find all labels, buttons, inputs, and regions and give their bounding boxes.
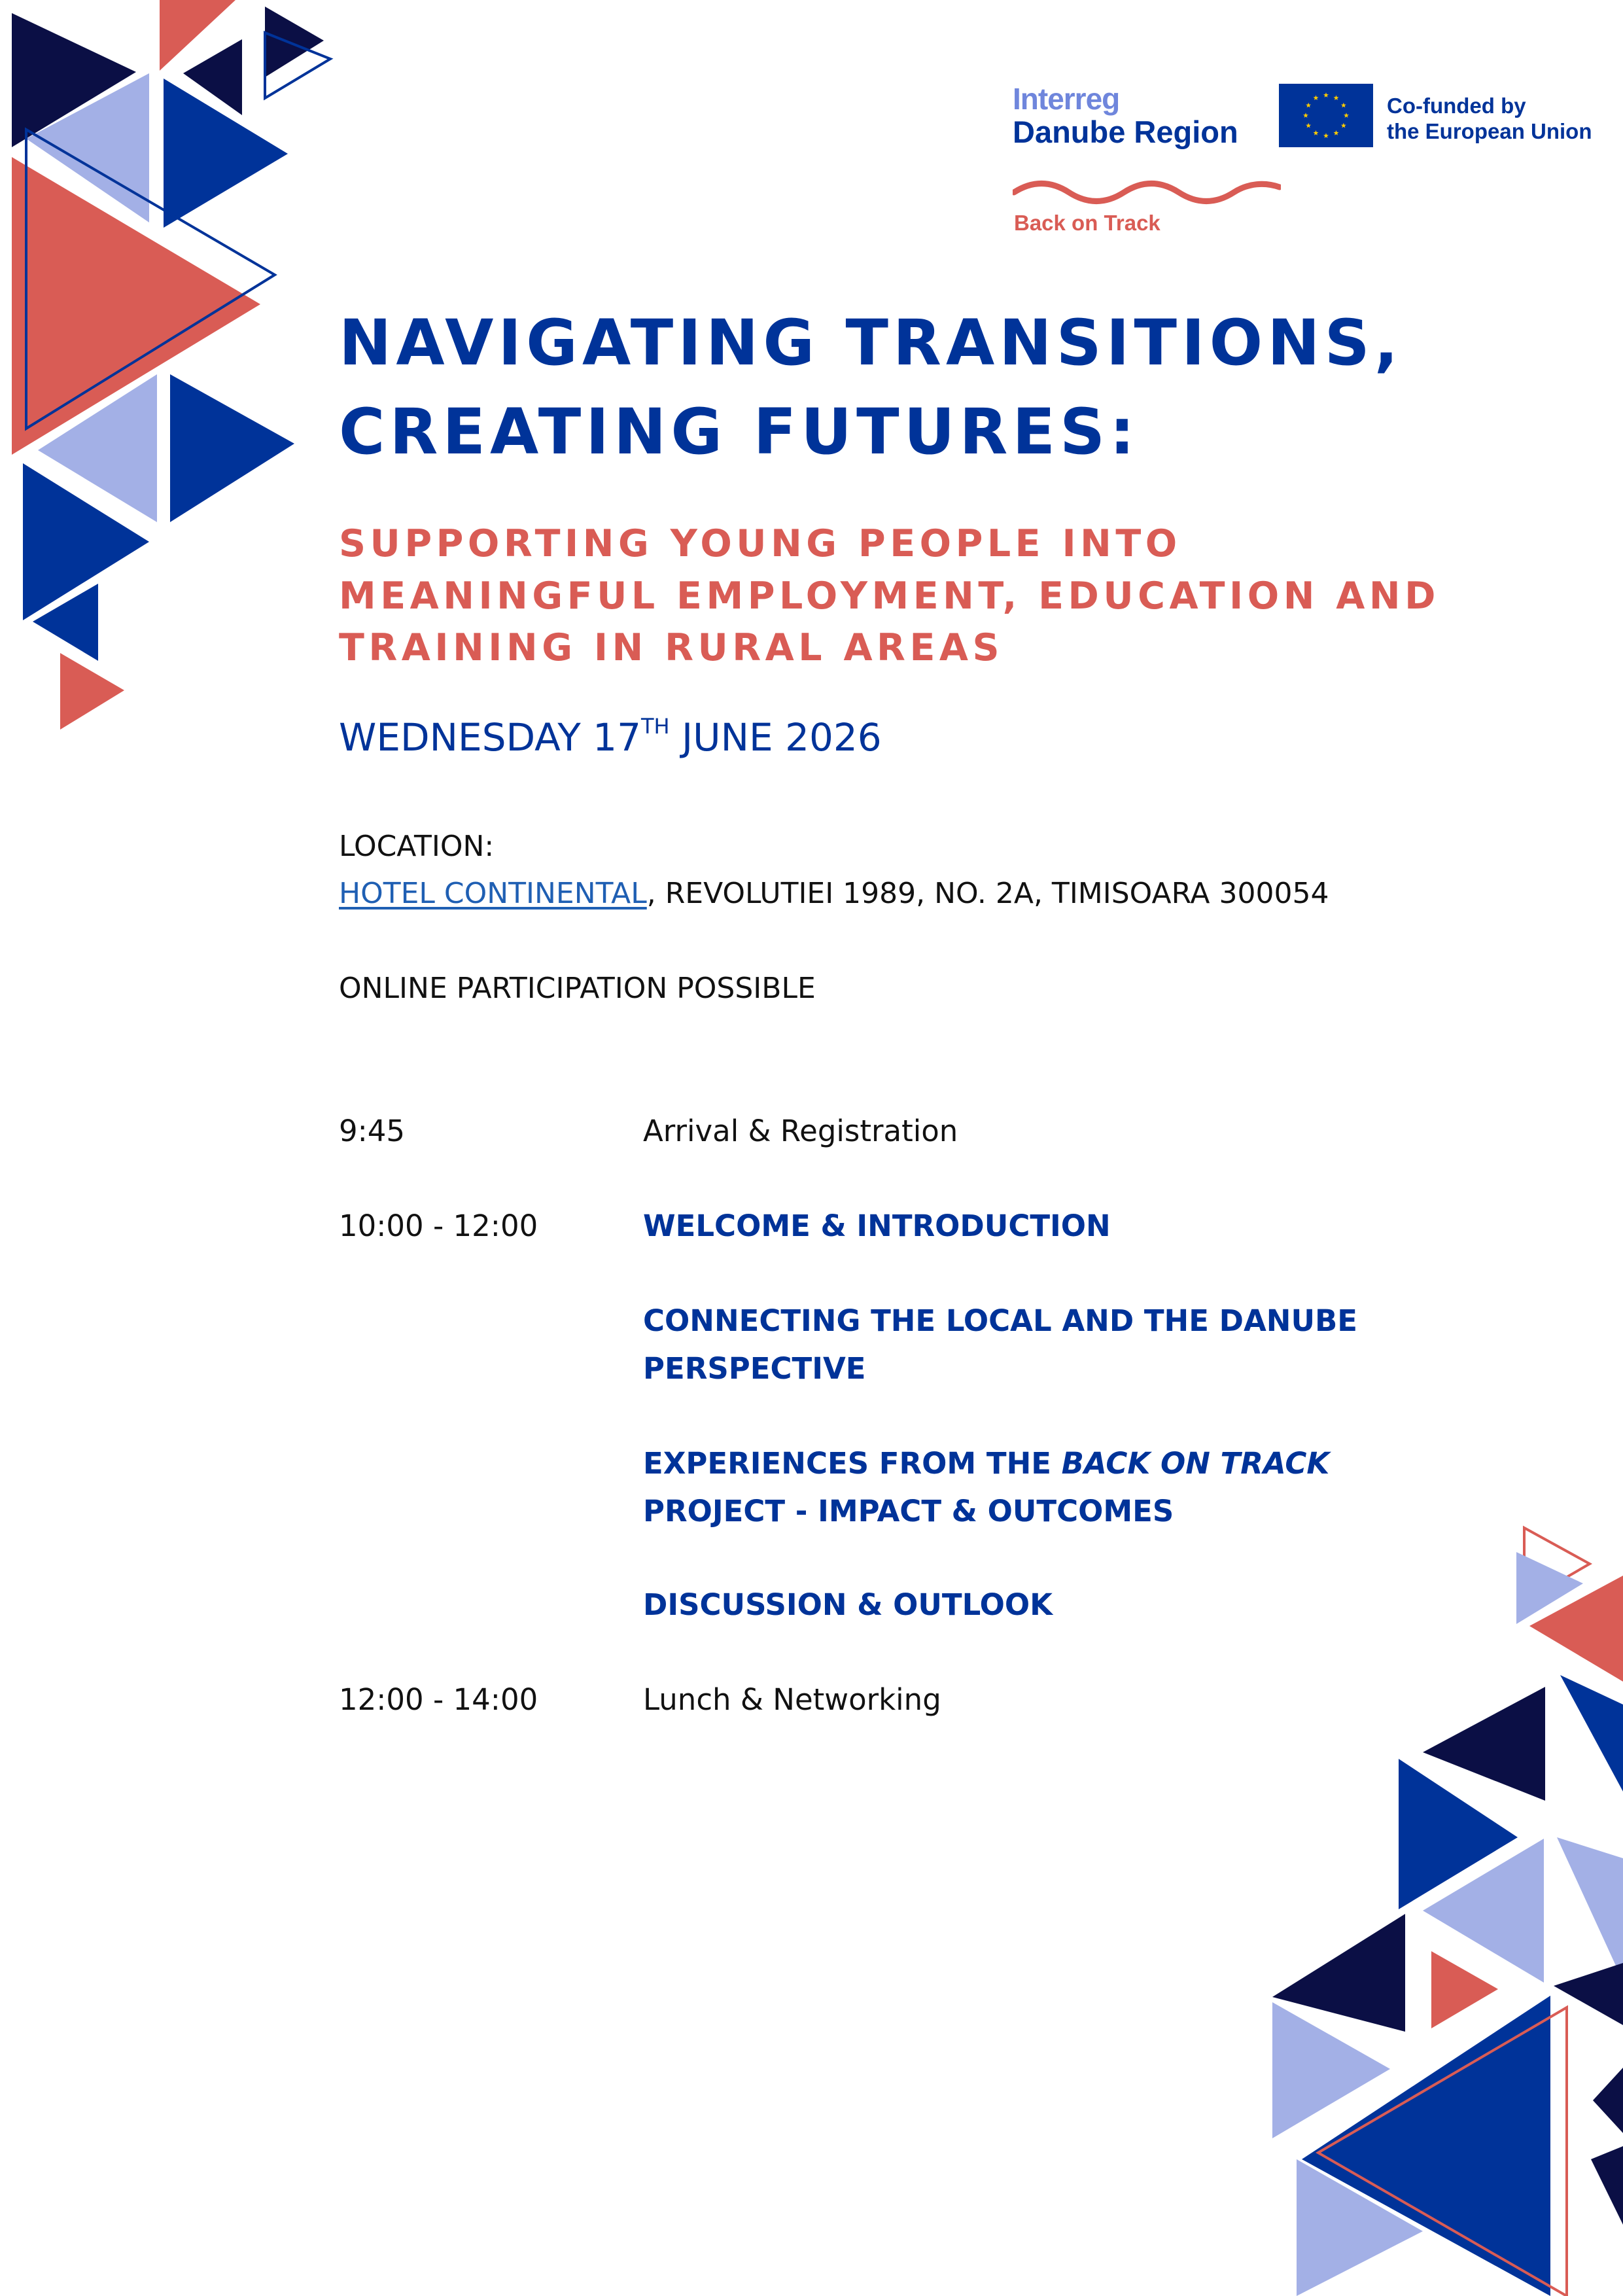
agenda-time-1: 9:45 xyxy=(339,1114,406,1148)
agenda-item-experiences xyxy=(643,1439,1428,1535)
online-participation-note: ONLINE PARTICIPATION POSSIBLE xyxy=(339,972,816,1005)
experiences-project-name: BACK ON TRACK xyxy=(1061,1446,1330,1481)
cofunded-line-2: the European Union xyxy=(1387,119,1592,143)
agenda-item-welcome: WELCOME & INTRODUCTION xyxy=(643,1209,1111,1243)
project-wordmark: Back on Track xyxy=(1014,211,1161,235)
event-title-line-1: NAVIGATING TRANSITIONS, xyxy=(339,306,1403,380)
experiences-text-end: PROJECT - IMPACT & OUTCOMES xyxy=(643,1494,1174,1528)
wave-icon xyxy=(1013,175,1281,205)
agenda-item-discussion: DISCUSSION & OUTLOOK xyxy=(643,1587,1053,1622)
interreg-wordmark: Interreg xyxy=(1013,82,1120,116)
agenda-time-3: 12:00 - 14:00 xyxy=(339,1682,538,1717)
danube-region-wordmark: Danube Region xyxy=(1013,115,1238,149)
experiences-text-start: EXPERIENCES FROM THE xyxy=(643,1446,1062,1481)
agenda-item-lunch: Lunch & Networking xyxy=(643,1682,941,1717)
date-day: WEDNESDAY 17 xyxy=(339,715,641,760)
date-month-year: JUNE 2026 xyxy=(669,715,882,760)
event-subtitle-line-1: SUPPORTING YOUNG PEOPLE INTO xyxy=(339,522,1181,565)
venue-link[interactable]: HOTEL CONTINENTAL xyxy=(339,877,647,910)
location-line xyxy=(339,879,1329,908)
location-label: LOCATION: xyxy=(339,830,495,863)
event-date xyxy=(339,714,882,760)
venue-address: , REVOLUTIEI 1989, NO. 2A, TIMISOARA 300054 xyxy=(646,877,1329,910)
eu-flag-icon xyxy=(1279,84,1373,147)
cofunded-label xyxy=(1387,93,1609,144)
date-ordinal-suffix: TH xyxy=(641,714,670,739)
event-subtitle-line-3: TRAINING IN RURAL AREAS xyxy=(339,626,1004,669)
agenda-item-connecting: CONNECTING THE LOCAL AND THE DANUBE PERSPECTIVE xyxy=(643,1303,1358,1386)
agenda-item-arrival: Arrival & Registration xyxy=(643,1114,958,1148)
event-title-line-2: CREATING FUTURES: xyxy=(339,395,1140,468)
logo-block xyxy=(1013,84,1601,247)
event-subtitle-line-2: MEANINGFUL EMPLOYMENT, EDUCATION AND xyxy=(339,574,1440,618)
cofunded-line-1: Co-funded by xyxy=(1387,94,1526,118)
decorative-triangles-top-left xyxy=(0,0,340,739)
agenda-time-2: 10:00 - 12:00 xyxy=(339,1209,538,1243)
